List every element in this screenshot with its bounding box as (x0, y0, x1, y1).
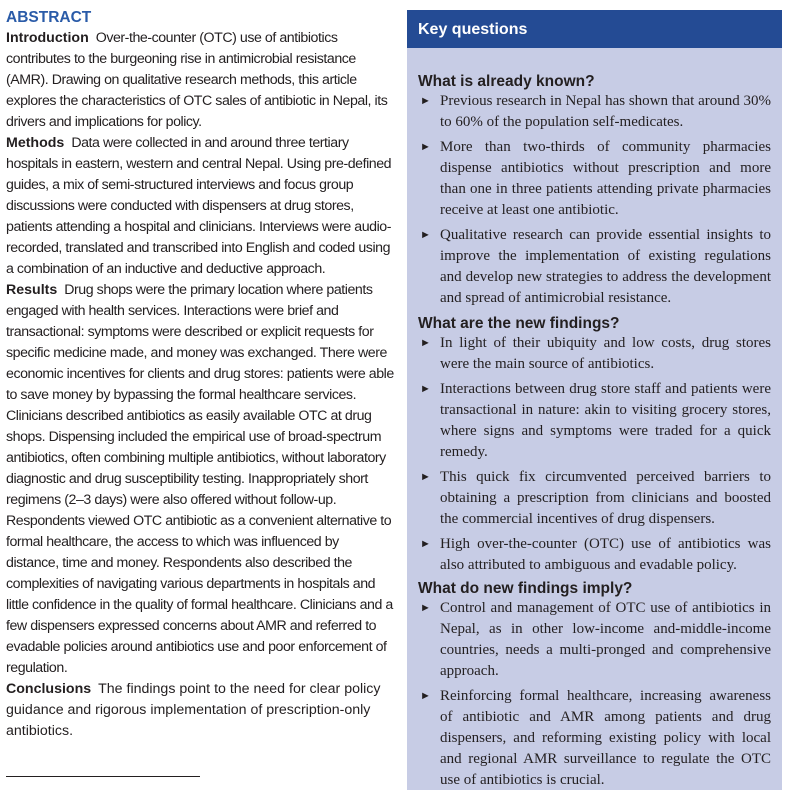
list-item (418, 137, 771, 221)
results-label: Results (6, 282, 58, 298)
results-text: Drug shops were the primary location where patients engaged with health services. Interactions were brief and transactional: symptoms were described or explicit requests for specific medicine made, and money was exchanged. There were economic incentives for clients and drug stores: patients were able to save money by bypassing the formal healthcare services. Clinicians described antibiotics as easily available OTC at drug shops. Dispensing included the empirical use of broad-spectrum antibiotics, often combining multiple antibiotics, without laboratory diagnostic and drug susceptibility testing. Inappropriately short regimens (2–3 days) were also offered without follow-up. Respondents viewed OTC antibiotic as a convenient alternative to formal healthcare, the access to which was influenced by distance, time and money. Respondents also described the complexities of navigating various departments in hospitals and little confidence in the quality of formal healthcare. Clinicians and a few dispensers expressed concerns about AMR and referred to evadable policies around antibiotics use and poor enforcement of regulation. (6, 282, 394, 676)
abstract-results (6, 280, 394, 679)
list-item-text: Control and management of OTC use of antibiotics in Nepal, as in other low-income and-middle-income countries, needs a multi-pronged and comprehensive approach. (440, 600, 771, 679)
list-item (418, 686, 771, 791)
introduction-label: Introduction (6, 30, 89, 46)
list-item (418, 534, 771, 576)
list-item-text: High over-the-counter (OTC) use of antibiotics was also attributed to ambiguous and evadable policy. (440, 536, 771, 573)
already-known-list (418, 91, 771, 309)
list-item (418, 467, 771, 530)
introduction-text: Over-the-counter (OTC) use of antibiotics contributes to the burgeoning rise in antimicrobial resistance (AMR). Drawing on qualitative research methods, this article explores the characteristics of OTC sales of antibiotic in Nepal, its drivers and implications for policy. (6, 30, 388, 130)
list-item-text: More than two-thirds of community pharmacies dispense antibiotics without prescription and more than one in three patients attending private pharmacies receive at least one antibiotic. (440, 139, 771, 218)
list-item (418, 598, 771, 682)
list-item-text: Interactions between drug store staff and patients were transactional in nature: akin to visiting grocery stores, where signs and symptoms were traded for a quick remedy. (440, 381, 771, 460)
abstract-column (6, 8, 394, 742)
triangle-bullet-icon: ► (420, 141, 431, 153)
triangle-bullet-icon: ► (420, 471, 431, 483)
list-item-text: Previous research in Nepal has shown that around 30% to 60% of the population self-medicates. (440, 93, 771, 130)
triangle-bullet-icon: ► (420, 690, 431, 702)
key-questions-box (407, 10, 782, 790)
abstract-heading: ABSTRACT (6, 9, 92, 26)
key-questions-body (407, 73, 782, 791)
methods-text: Data were collected in and around three tertiary hospitals in eastern, western and central Nepal. Using pre-defined guides, a mix of semi-structured interviews and focus group discussions were conducted with dispensers at drug stores, patients attending a hospital and clinicians. Interviews were audio-recorded, translated and transcribed into English and coded using a combination of an inductive and deductive approach. (6, 135, 392, 277)
conclusions-label: Conclusions (6, 681, 92, 697)
key-questions-title: Key questions (407, 10, 782, 48)
list-item-text: Reinforcing formal healthcare, increasing awareness of antibiotic and AMR among patients and drug dispensers, and reforming existing policy with local and regional AMR surveillance to regulate the OTC use of antibiotics is crucial. (440, 688, 771, 788)
abstract-conclusions (6, 679, 394, 742)
triangle-bullet-icon: ► (420, 602, 431, 614)
findings-imply-list (418, 598, 771, 791)
list-item-text: This quick fix circumvented perceived barriers to obtaining a prescription from clinicians and boosted the commercial incentives of drug dispensers. (440, 469, 771, 527)
list-item-text: Qualitative research can provide essential insights to improve the implementation of existing regulations and develop new strategies to address the development and spread of antimicrobial resistance. (440, 227, 771, 306)
section-title-new-findings: What are the new findings? (418, 315, 620, 332)
footnote-divider (6, 776, 200, 777)
triangle-bullet-icon: ► (420, 337, 431, 349)
list-item (418, 379, 771, 463)
list-item (418, 333, 771, 375)
triangle-bullet-icon: ► (420, 95, 431, 107)
list-item-text: In light of their ubiquity and low costs, drug stores were the main source of antibiotics. (440, 335, 771, 372)
triangle-bullet-icon: ► (420, 229, 431, 241)
section-title-findings-imply: What do new findings imply? (418, 580, 633, 597)
list-item (418, 91, 771, 133)
new-findings-list (418, 333, 771, 576)
conclusions-text: The findings point to the need for clear policy guidance and rigorous implementation of prescription-only antibiotics. (6, 681, 381, 739)
section-title-already-known: What is already known? (418, 73, 595, 90)
abstract-methods (6, 133, 394, 280)
list-item (418, 225, 771, 309)
methods-label: Methods (6, 135, 65, 151)
abstract-introduction (6, 28, 394, 133)
triangle-bullet-icon: ► (420, 538, 431, 550)
triangle-bullet-icon: ► (420, 383, 431, 395)
